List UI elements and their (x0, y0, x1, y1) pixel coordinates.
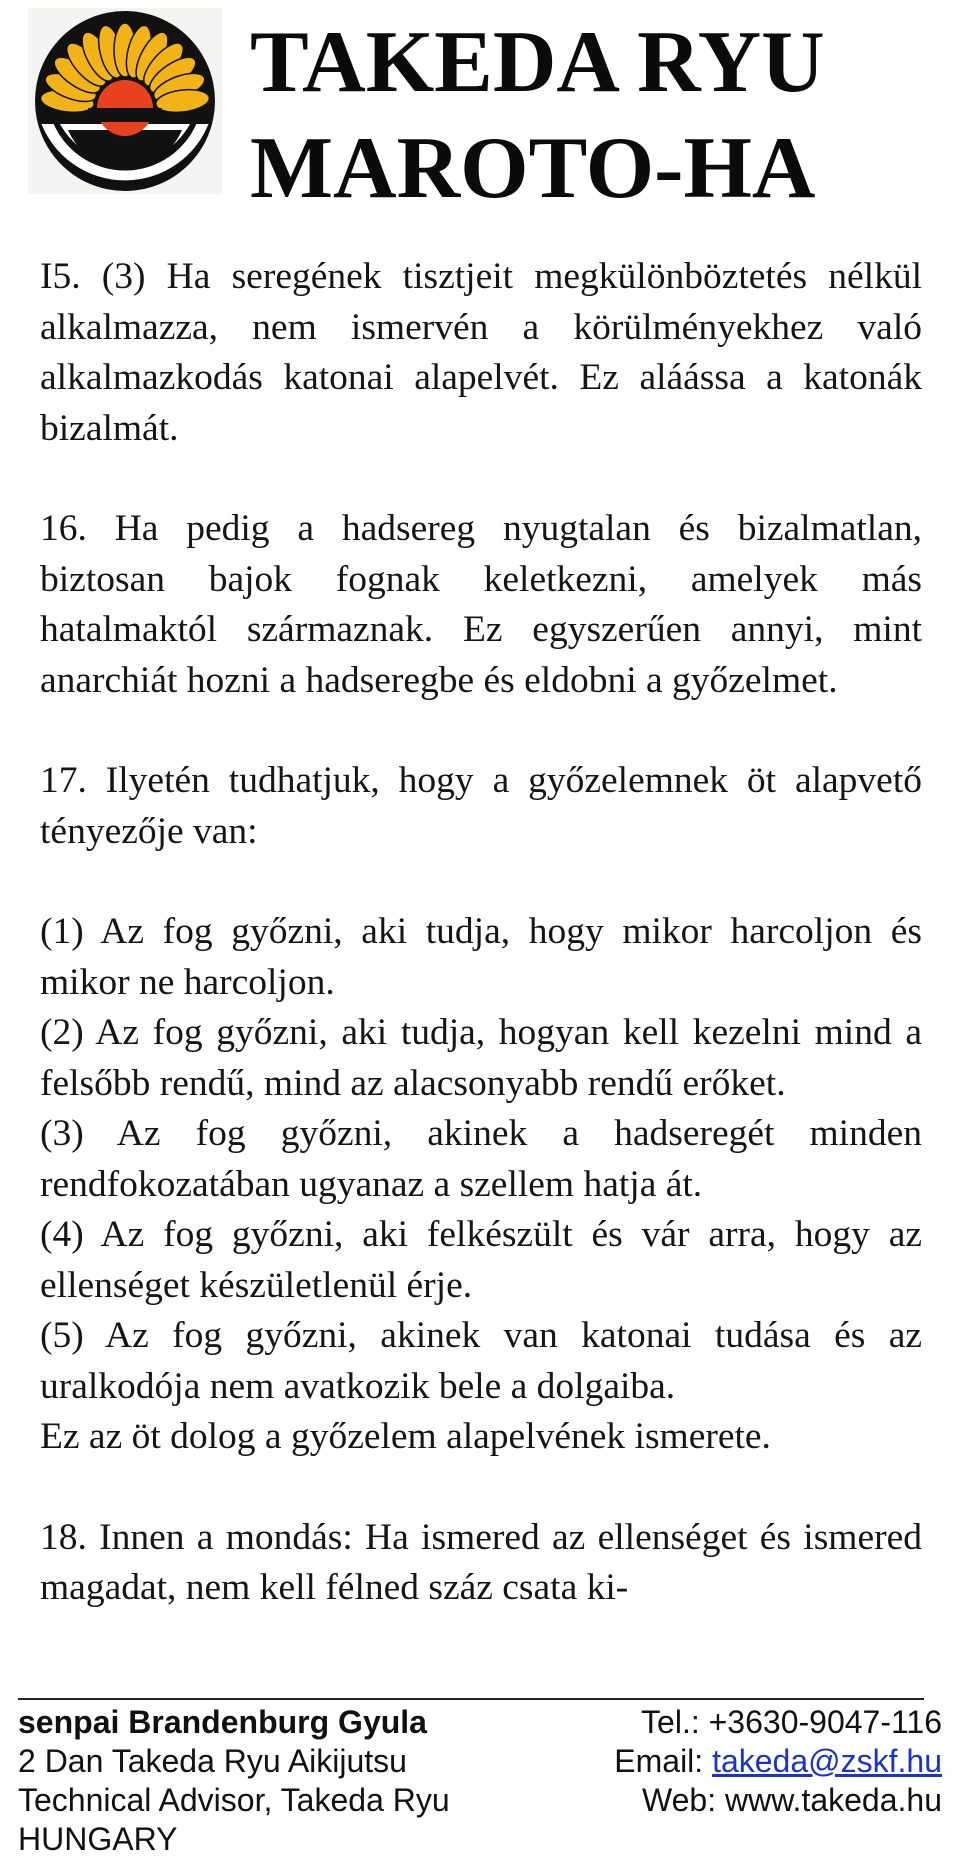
title-line-2: MAROTO-HA (250, 120, 816, 217)
paragraph-15: I5. (3) Ha seregének tisztjeit megkülönböztetés nélkül alkalmazza, nem ismervén a körülményekhez való alkalmazkodás katonai alapelvét. Ez aláássa a katonák bizalmát. (40, 256, 922, 449)
paragraph-17: 17. Ilyetén tudhatjuk, hogy a győzelemnek öt alapvető tényezője van: (40, 760, 922, 852)
footer-contact-info (614, 1703, 942, 1820)
footer-role: Technical Advisor, Takeda Ryu (18, 1782, 450, 1818)
list-item: (2) Az fog győzni, aki tudja, hogyan kell kezelni mind a felsőbb rendű, mind az alacsonyabb rendű erőket. (40, 1012, 922, 1104)
list-item: (4) Az fog győzni, aki felkészült és vár arra, hogy az ellenséget készületlenül érje. (40, 1214, 922, 1306)
footer-name: senpai Brandenburg Gyula (18, 1704, 427, 1740)
list-item: (5) Az fog győzni, akinek van katonai tudása és az uralkodója nem avatkozik bele a dolgaiba. (40, 1315, 922, 1407)
paragraph-18: 18. Innen a mondás: Ha ismered az ellenséget és ismered magadat, nem kell félned száz csata ki- (40, 1516, 922, 1608)
footer-email (614, 1742, 942, 1781)
footer-divider (18, 1698, 924, 1700)
summary-line: Ez az öt dolog a győzelem alapelvének ismerete. (40, 1416, 771, 1457)
footer-web: Web: www.takeda.hu (641, 1782, 942, 1818)
page-title (250, 10, 825, 222)
footer-country: HUNGARY (18, 1821, 178, 1857)
title-line-1: TAKEDA RYU (250, 14, 825, 111)
email-link[interactable]: takeda@zskf.hu (712, 1743, 942, 1779)
document-body (40, 252, 922, 1614)
takeda-chrysanthemum-crest-icon (28, 8, 222, 194)
email-label: Email: (614, 1743, 713, 1779)
footer-contact-person (18, 1703, 450, 1859)
paragraph-16: 16. Ha pedig a hadsereg nyugtalan és bizalmatlan, biztosan bajok fognak keletkezni, amelyek más hatalmaktól származnak. Ez egyszerűen annyi, mint anarchiát hozni a hadseregbe és eldobni a győzelmet. (40, 508, 922, 701)
list-item: (3) Az fog győzni, akinek a hadseregét minden rendfokozatában ugyanaz a szellem hatja át. (40, 1113, 922, 1205)
footer-phone: Tel.: +3630-9047-116 (641, 1704, 942, 1740)
footer-rank: 2 Dan Takeda Ryu Aikijutsu (18, 1743, 407, 1779)
list-item: (1) Az fog győzni, aki tudja, hogy mikor harcoljon és mikor ne harcoljon. (40, 911, 922, 1003)
